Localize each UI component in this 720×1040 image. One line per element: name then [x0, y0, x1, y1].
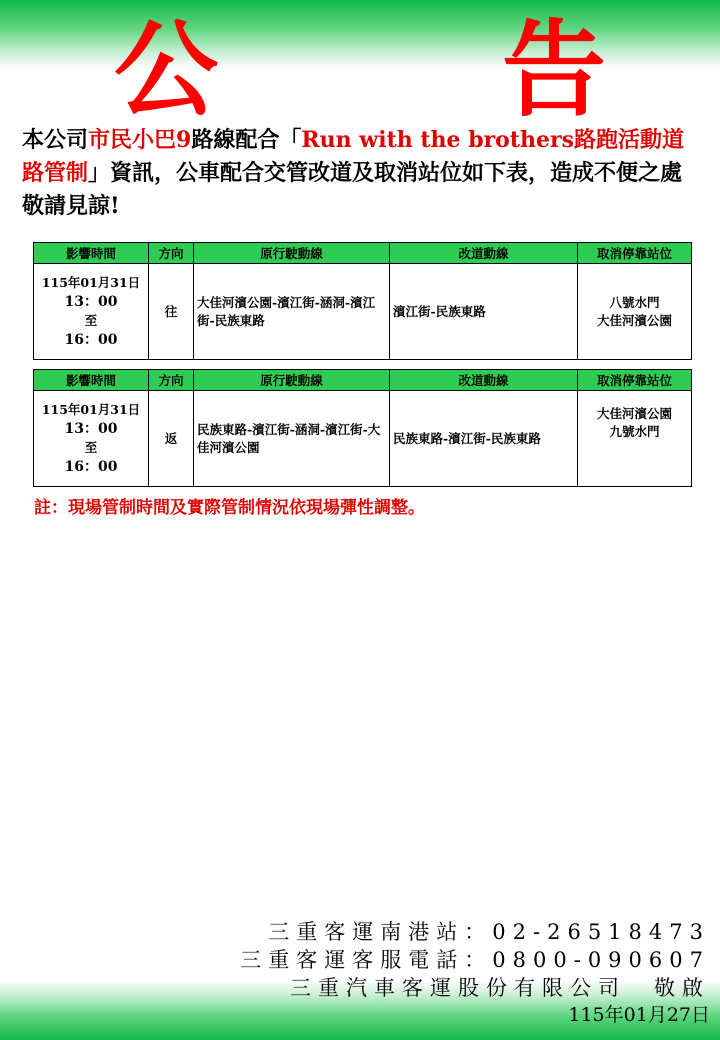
- to-text: 至: [84, 439, 98, 455]
- header-cancelled-stops: 取消停靠站位: [578, 370, 692, 391]
- header-original-route: 原行駛動線: [194, 370, 390, 391]
- original-route-cell: 大佳河濱公園-濱江街-涵洞-濱江街-民族東路: [194, 264, 390, 360]
- adjustment-note: 註：現場管制時間及實際管制情況依現場彈性調整。: [34, 498, 425, 518]
- issue-date: 115年01月27日: [568, 1004, 710, 1026]
- table-header-row: [34, 243, 692, 264]
- table-row: [34, 264, 692, 360]
- header-direction: 方向: [149, 243, 194, 264]
- cancelled-stop: 大佳河濱公園: [596, 406, 672, 421]
- header-direction: 方向: [149, 370, 194, 391]
- cancelled-stops-cell: [578, 391, 692, 487]
- event-name-highlight: Run with the brothers路跑活動道路管制: [22, 127, 684, 186]
- header-detour-route: 改道動線: [390, 370, 578, 391]
- header-time: 影響時間: [34, 370, 149, 391]
- date-text: 115年01月31日: [41, 274, 141, 290]
- customer-service-phone: 三重客運客服電話：0800-090607: [240, 948, 710, 972]
- start-time: 13：00: [64, 420, 118, 437]
- original-route-cell: 民族東路-濱江街-涵洞-濱江街-大佳河濱公園: [194, 391, 390, 487]
- time-cell: [34, 264, 149, 360]
- header-cancelled-stops: 取消停靠站位: [578, 243, 692, 264]
- table-row: [34, 391, 692, 487]
- intro-text-1: 本公司: [22, 127, 89, 153]
- route-name-highlight: 市民小巴9: [88, 127, 192, 153]
- cancelled-stop: 八號水門: [609, 294, 660, 310]
- route-table-outbound: [33, 242, 692, 360]
- cancelled-stops-cell: [578, 264, 692, 360]
- cancelled-stop: 大佳河濱公園: [596, 312, 672, 328]
- table-header-row: [34, 370, 692, 391]
- end-time: 16：00: [64, 458, 118, 475]
- intro-text-3: 」資訊，公車配合交管改道及取消站位如下表，造成不便之處敬請見諒!: [22, 160, 683, 219]
- to-text: 至: [84, 312, 98, 328]
- header-detour-route: 改道動線: [390, 243, 578, 264]
- nangang-station-phone: 三重客運南港站：02-26518473: [268, 920, 710, 944]
- footer-contact: [150, 918, 710, 1028]
- direction-cell: 返: [149, 391, 194, 487]
- time-cell: [34, 391, 149, 487]
- intro-paragraph: [22, 124, 702, 223]
- intro-text-2: 路線配合「: [191, 127, 302, 153]
- header-time: 影響時間: [34, 243, 149, 264]
- start-time: 13：00: [64, 293, 118, 310]
- header-original-route: 原行駛動線: [194, 243, 390, 264]
- company-signature: 三重汽車客運股份有限公司 敬啟: [290, 976, 710, 1000]
- cancelled-stop: 九號水門: [609, 424, 660, 439]
- detour-route-cell: 民族東路-濱江街-民族東路: [390, 391, 578, 487]
- notice-title: 公 告: [113, 9, 696, 131]
- detour-route-cell: 濱江街-民族東路: [390, 264, 578, 360]
- route-table-return: [33, 369, 692, 487]
- end-time: 16：00: [64, 331, 118, 348]
- date-text: 115年01月31日: [41, 401, 141, 417]
- direction-cell: 往: [149, 264, 194, 360]
